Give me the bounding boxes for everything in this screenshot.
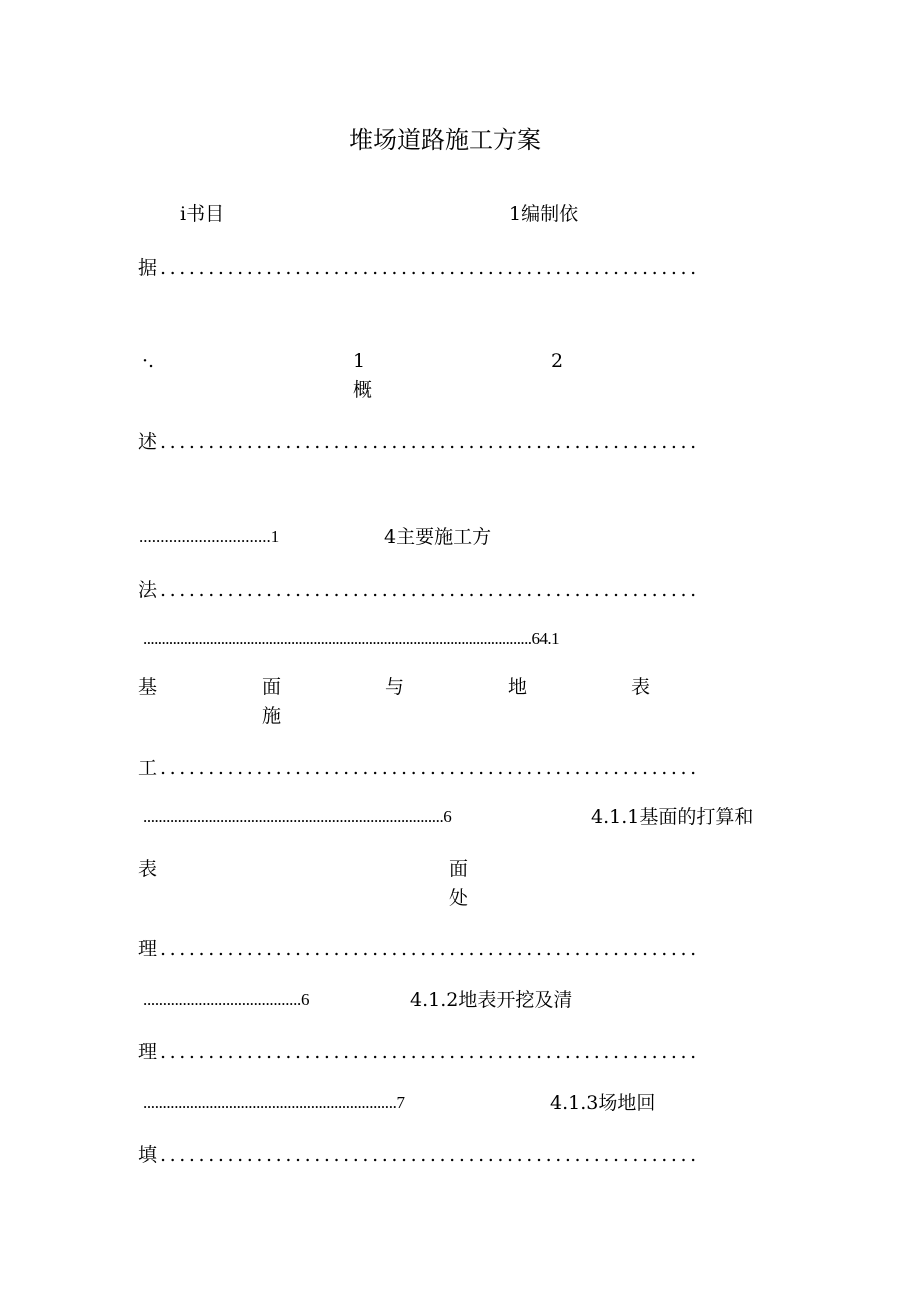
toc-dot-leader: ........................................................ xyxy=(160,431,700,453)
toc-entry-lead: 理 xyxy=(138,938,158,960)
toc-section-number: 2 xyxy=(551,350,564,372)
toc-entry-marker: ·. xyxy=(142,350,155,372)
toc-heading: i书目 xyxy=(180,203,225,225)
toc-page-number: 1 xyxy=(353,350,366,372)
toc-dot-leader: ........................................................ xyxy=(160,257,700,279)
toc-dot-leader-page: ........................................6 xyxy=(143,990,310,1009)
toc-dot-leader: ........................................................ xyxy=(160,757,700,779)
toc-entry-title: 4主要施工方 xyxy=(384,526,492,548)
toc-entry-lead: 理 xyxy=(138,1041,158,1063)
toc-dot-leader-page: ..............................................................................6 xyxy=(143,807,452,826)
toc-entry-word: 表 xyxy=(631,676,651,698)
toc-entry-word: 基 xyxy=(138,676,158,698)
toc-entry-title: 4.1.3场地回 xyxy=(550,1092,656,1114)
document-title: 堆场道路施工方案 xyxy=(349,126,541,154)
toc-entry-word: 施 xyxy=(262,705,282,727)
toc-entry-title: 概 xyxy=(353,379,373,401)
toc-dot-leader: ........................................................ xyxy=(160,579,700,601)
toc-entry-word: 面 xyxy=(449,858,469,880)
toc-entry-lead: 填 xyxy=(138,1144,158,1166)
toc-dot-leader: ........................................................ xyxy=(160,938,700,960)
toc-entry-lead: 工 xyxy=(138,757,158,779)
toc-entry-word: 与 xyxy=(385,676,405,698)
toc-entry-lead: 述 xyxy=(138,431,158,453)
toc-entry-word: 表 xyxy=(138,858,158,880)
toc-dot-leader: ........................................................ xyxy=(160,1041,700,1063)
toc-entry-title: 4.1.2地表开挖及清 xyxy=(410,989,573,1011)
toc-dot-leader: ........................................................ xyxy=(160,1144,700,1166)
toc-entry-lead: 据 xyxy=(138,257,158,279)
toc-dot-leader-page: .........................................................................................................64.1 xyxy=(143,629,560,648)
toc-entry-word: 面 xyxy=(262,676,282,698)
toc-entry-lead: 法 xyxy=(138,579,158,601)
toc-entry-title: 1编制依 xyxy=(509,203,579,225)
toc-dot-leader-page: .................................................................7 xyxy=(143,1093,405,1112)
toc-entry-word: 处 xyxy=(449,887,469,909)
toc-entry-title: 4.1.1基面的打算和 xyxy=(591,806,754,828)
toc-entry-word: 地 xyxy=(508,676,528,698)
toc-dot-leader-page: ...............................1 xyxy=(139,527,280,546)
